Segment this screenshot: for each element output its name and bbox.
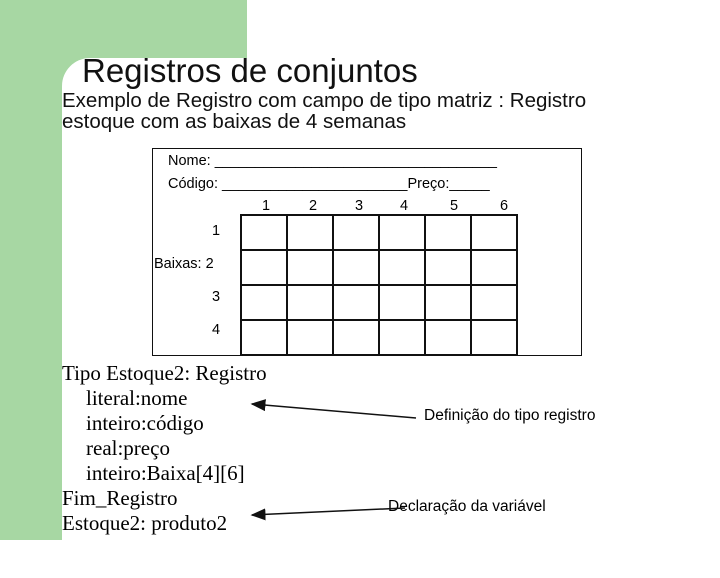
row-label-baixas-2: Baixas: 2 xyxy=(154,256,214,272)
slide-title: Registros de conjuntos xyxy=(82,52,418,89)
column-header-2: 2 xyxy=(309,198,318,214)
code-line-fim: Fim_Registro xyxy=(62,486,178,510)
arrow-to-type-definition xyxy=(252,404,416,418)
row-label-3: 3 xyxy=(212,289,221,305)
nome-field-label: Nome: ___________________________________ xyxy=(168,153,497,169)
column-header-5: 5 xyxy=(450,198,459,214)
code-line-literal: literal:nome xyxy=(86,386,188,410)
column-header-6: 6 xyxy=(500,198,509,214)
code-line-baixa: inteiro:Baixa[4][6] xyxy=(86,461,245,485)
annotation-tipo-registro: Definição do tipo registro xyxy=(424,407,596,424)
annotation-declaracao: Declaração da variável xyxy=(388,498,546,515)
column-header-1: 1 xyxy=(262,198,271,214)
row-label-1: 1 xyxy=(212,223,221,239)
code-line-declaracao: Estoque2: produto2 xyxy=(62,511,228,535)
subtitle-line-2: estoque com as baixas de 4 semanas xyxy=(62,110,407,133)
column-header-4: 4 xyxy=(400,198,409,214)
arrow-to-variable-declaration xyxy=(252,508,405,515)
column-header-3: 3 xyxy=(355,198,364,214)
codigo-preco-field-label: Código: _______________________Preço:_____ xyxy=(168,176,490,192)
row-label-4: 4 xyxy=(212,322,221,338)
code-line-inteiro-codigo: inteiro:código xyxy=(86,411,204,435)
code-line-tipo: Tipo Estoque2: Registro xyxy=(62,361,267,385)
code-line-real: real:preço xyxy=(86,436,170,460)
subtitle-line-1: Exemplo de Registro com campo de tipo matriz : Registro xyxy=(62,89,587,112)
